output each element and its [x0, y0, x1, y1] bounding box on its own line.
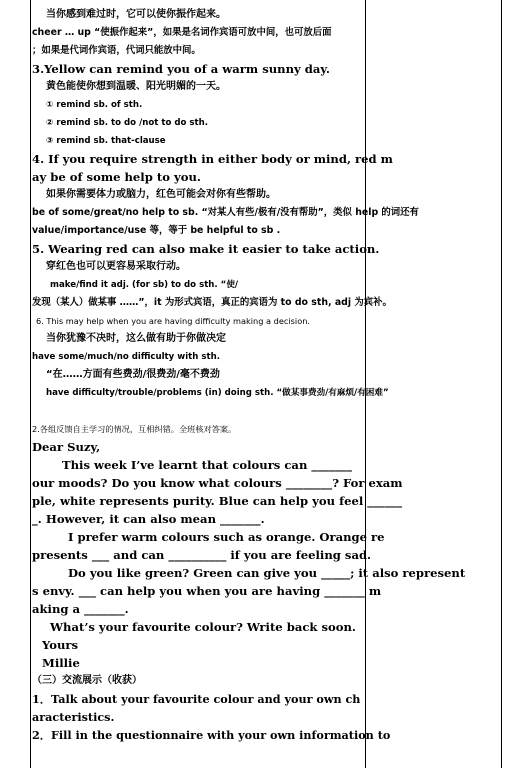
usage-line: ① remind sb. of sth.	[46, 100, 143, 110]
translation-line: 如果你需要体力或脑力，红色可能会对你有些帮助。	[46, 189, 276, 200]
note-line: have difficulty/trouble/problems (in) doing sth. “做某事费劲/有麻烦/有困难”	[46, 388, 389, 398]
task-line: 1．Talk about your favourite colour and your own ch	[32, 692, 361, 706]
example-sentence: 4. If you require strength in either body or mind, red m	[32, 152, 393, 166]
letter-line: ple, white represents purity. Blue can help you feel ______	[32, 494, 403, 508]
letter-salutation: Dear Suzy,	[32, 440, 101, 454]
example-sentence: ay be of some help to you.	[32, 170, 201, 184]
letter-line: I prefer warm colours such as orange. Orange re	[68, 530, 385, 544]
letter-line: presents ___ and can __________ if you are feeling sad.	[32, 548, 372, 562]
letter-line: What’s your favourite colour? Write back soon.	[50, 620, 356, 634]
usage-line: ③ remind sb. that-clause	[46, 136, 166, 146]
letter-line: Do you like green? Green can give you _____; it also represent	[68, 566, 466, 580]
task-line: 2.各组反馈自主学习的情况，互相纠错。全班核对答案。	[32, 424, 237, 434]
note-line: 当你感到难过时，它可以使你振作起来。	[46, 9, 226, 20]
worksheet-content	[32, 6, 466, 744]
note-line: 发现（某人）做某事 ……”，it 为形式宾语，真正的宾语为 to do sth, adj 为宾补。	[32, 297, 392, 308]
note-line: make/find it adj. (for sb) to do sth. “使/	[50, 280, 239, 290]
note-line: be of some/great/no help to sb. “对某人有些/极有/没有帮助”，类似 help 的词还有	[32, 207, 419, 218]
letter-line: our moods? Do you know what colours ________? For exam	[32, 476, 403, 490]
section-heading: （三）交流展示（收获）	[32, 675, 142, 686]
example-sentence: 6. This may help when you are having difficulty making a decision.	[36, 316, 310, 326]
usage-line: ② remind sb. to do /not to do sth.	[46, 118, 208, 128]
letter-line: aking a _______.	[32, 602, 129, 616]
task-line: aracteristics.	[32, 710, 115, 724]
usage-line: “在……方面有些费劲/很费劲/毫不费劲	[46, 369, 220, 380]
note-line: value/importance/use 等，等于 be helpful to sb .	[32, 225, 281, 236]
letter-closing: Yours	[42, 638, 79, 652]
example-sentence: 5. Wearing red can also make it easier to take action.	[32, 242, 380, 256]
letter-line: _. However, it can also mean _______.	[32, 512, 265, 526]
example-sentence: 3.Yellow can remind you of a warm sunny day.	[32, 62, 330, 76]
note-line	[32, 402, 362, 420]
letter-line: This week I’ve learnt that colours can _______	[62, 458, 352, 472]
translation-line: 穿红色也可以更容易采取行动。	[46, 261, 186, 272]
note-line: cheer … up “使振作起来”，如果是名词作宾语可放中间，也可放后面	[32, 27, 332, 38]
usage-line: have some/much/no difficulty with sth.	[32, 352, 220, 362]
letter-signature: Millie	[42, 656, 80, 670]
translation-line: 当你犹豫不决时，这么做有助于你做决定	[46, 333, 226, 344]
letter-line: s envy. ___ can help you when you are having _______ m	[32, 584, 382, 598]
task-line: 2．Fill in the questionnaire with your own information to	[32, 728, 391, 742]
note-line: ；如果是代词作宾语，代词只能放中间。	[32, 45, 201, 56]
translation-line: 黄色能使你想到温暖、阳光明媚的一天。	[46, 81, 226, 92]
